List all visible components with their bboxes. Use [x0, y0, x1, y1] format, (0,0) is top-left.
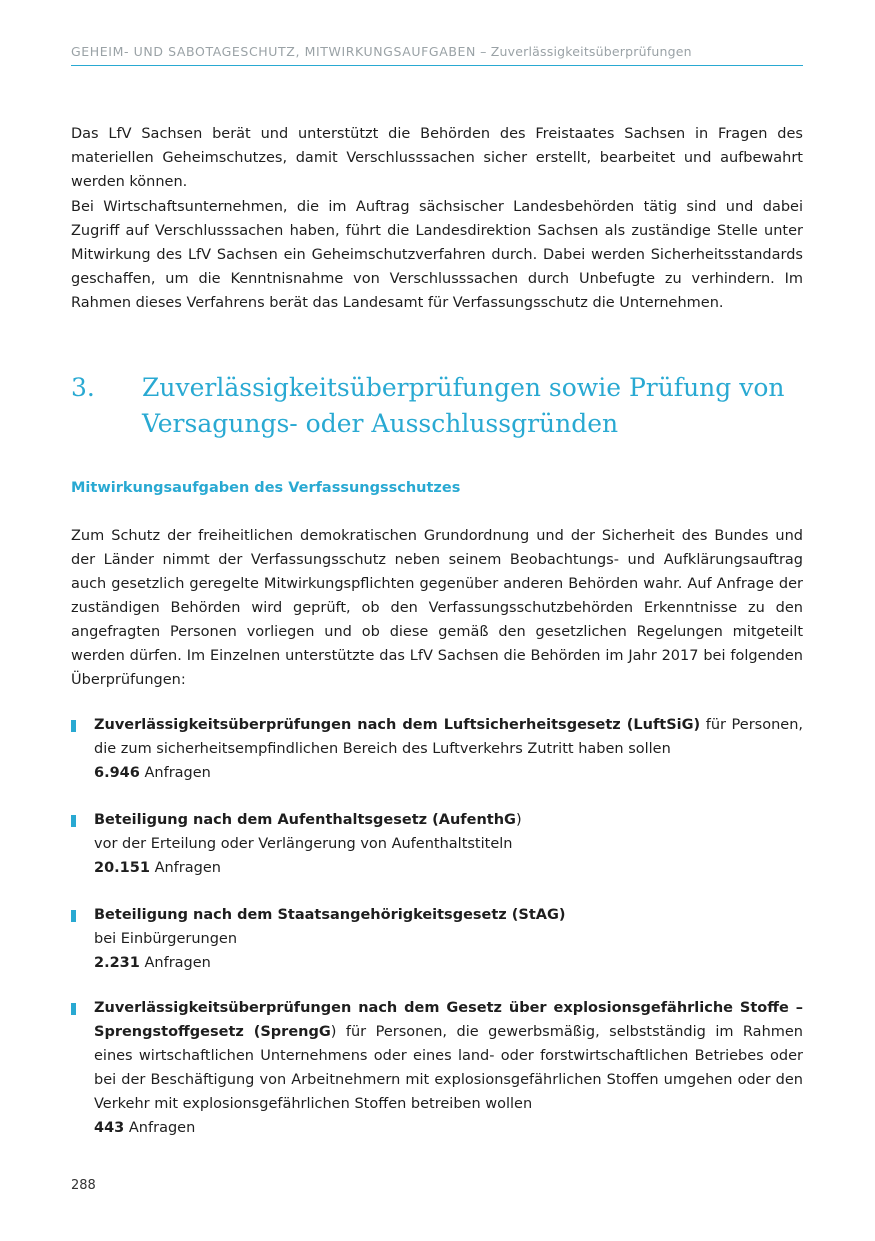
- list-item-count: 443: [94, 1120, 125, 1136]
- list-item-sprengg: [71, 996, 803, 1140]
- list-item-title: Zuverlässigkeitsüberprüfungen nach dem Gesetz über explosionsgefährliche Stoffe – Sprengstoffgesetz (SprengG: [94, 1000, 803, 1040]
- list-item-count-label: Anfragen: [124, 1120, 196, 1136]
- list-item-content: [94, 713, 803, 785]
- list-item-count: 2.231: [94, 955, 140, 971]
- header-rule: [71, 65, 803, 66]
- list-item-count: 20.151: [94, 860, 150, 876]
- paragraph-material-protection: Das LfV Sachsen berät und unterstützt die Behörden des Freistaates Sachsen in Fragen des materiellen Geheimschutzes, damit Verschlusssachen sicher erstellt, bearbeitet und aufbewahrt werden können.: [71, 126, 803, 190]
- subheading: Mitwirkungsaufgaben des Verfassungsschutzes: [71, 480, 461, 496]
- running-head-section: GEHEIM- UND SABOTAGESCHUTZ, MITWIRKUNGSAUFGABEN: [71, 44, 476, 59]
- list-item-description: bei Einbürgerungen: [94, 931, 238, 947]
- list-item-title: Zuverlässigkeitsüberprüfungen nach dem Luftsicherheitsgesetz (LuftSiG): [94, 717, 701, 733]
- list-item-luftsig: [71, 713, 803, 785]
- running-head-subsection: Zuverlässigkeitsüberprüfungen: [490, 44, 692, 59]
- list-item-count-label: Anfragen: [149, 860, 221, 876]
- page-number: 288: [71, 1178, 96, 1193]
- list-marker: [71, 910, 76, 922]
- list-item-count-label: Anfragen: [139, 955, 211, 971]
- list-item-content: [94, 808, 803, 880]
- section-number: 3.: [71, 373, 95, 402]
- section-title: Zuverlässigkeitsüberprüfungen sowie Prüfung von Versagungs- oder Ausschlussgründen: [142, 373, 785, 438]
- list-item-title-suffix: ): [515, 812, 522, 828]
- list-item-description: für Personen, die gewerbsmäßig, selbstständig im Rahmen eines wirtschaftlichen Unternehmens oder eines land- oder forstwirtschaftlichen Betriebes oder bei der Beschäftigung von Arbeitnehmern mit explosionsgefährlichen Stoffen umgehen oder den Verkehr mit explosionsgefährlichen Stoffen betreiben wollen: [94, 1024, 803, 1112]
- paragraph-business-protection: Bei Wirtschaftsunternehmen, die im Auftrag sächsischer Landesbehörden tätig sind und dabei Zugriff auf Verschlusssachen haben, führt die Landesdirektion Sachsen als zuständige Stelle unter Mitwirkung des LfV Sachsen ein Geheimschutzverfahren durch. Dabei werden Sicherheitsstandards geschaffen, um die Kenntnisnahme von Verschlusssachen durch Unbefugte zu verhindern. Im Rahmen dieses Verfahrens berät das Landesamt für Verfassungsschutz die Unternehmen.: [71, 199, 803, 311]
- intro-paragraph: Zum Schutz der freiheitlichen demokratischen Grundordnung und der Sicherheit des Bundes und der Länder nimmt der Verfassungsschutz neben seinem Beobachtungs- und Aufklärungsauftrag auch gesetzlich geregelte Mitwirkungspflichten gegenüber anderen Behörden wahr. Auf Anfrage der zuständigen Behörden wird geprüft, ob den Verfassungsschutzbehörden Erkenntnisse zu den angefragten Personen vorliegen und ob diese gemäß den gesetzlichen Regelungen mitgeteilt werden dürfen. Im Einzelnen unterstützte das LfV Sachsen die Behörden im Jahr 2017 bei folgenden Überprüfungen:: [71, 528, 803, 688]
- list-item-title: Beteiligung nach dem Aufenthaltsgesetz (AufenthG: [94, 812, 516, 828]
- section-heading: [71, 370, 803, 442]
- running-head: [71, 44, 803, 59]
- list-item-content: [94, 996, 803, 1140]
- list-item-count-label: Anfragen: [139, 765, 211, 781]
- list-marker: [71, 1003, 76, 1015]
- list-marker: [71, 720, 76, 732]
- list-marker: [71, 815, 76, 827]
- list-item-aufenthg: [71, 808, 803, 880]
- list-item-content: [94, 903, 803, 975]
- list-item-description: vor der Erteilung oder Verlängerung von Aufenthaltstiteln: [94, 836, 513, 852]
- list-item-description: für Personen, die zum sicherheitsempfindlichen Bereich des Luftverkehrs Zutritt haben sollen: [94, 717, 804, 757]
- list-item-count: 6.946: [94, 765, 140, 781]
- running-head-separator: –: [476, 44, 491, 59]
- list-item-stag: [71, 903, 803, 975]
- list-item-title: Beteiligung nach dem Staatsangehörigkeitsgesetz (StAG): [94, 907, 566, 923]
- list-item-title-suffix: ): [330, 1024, 337, 1040]
